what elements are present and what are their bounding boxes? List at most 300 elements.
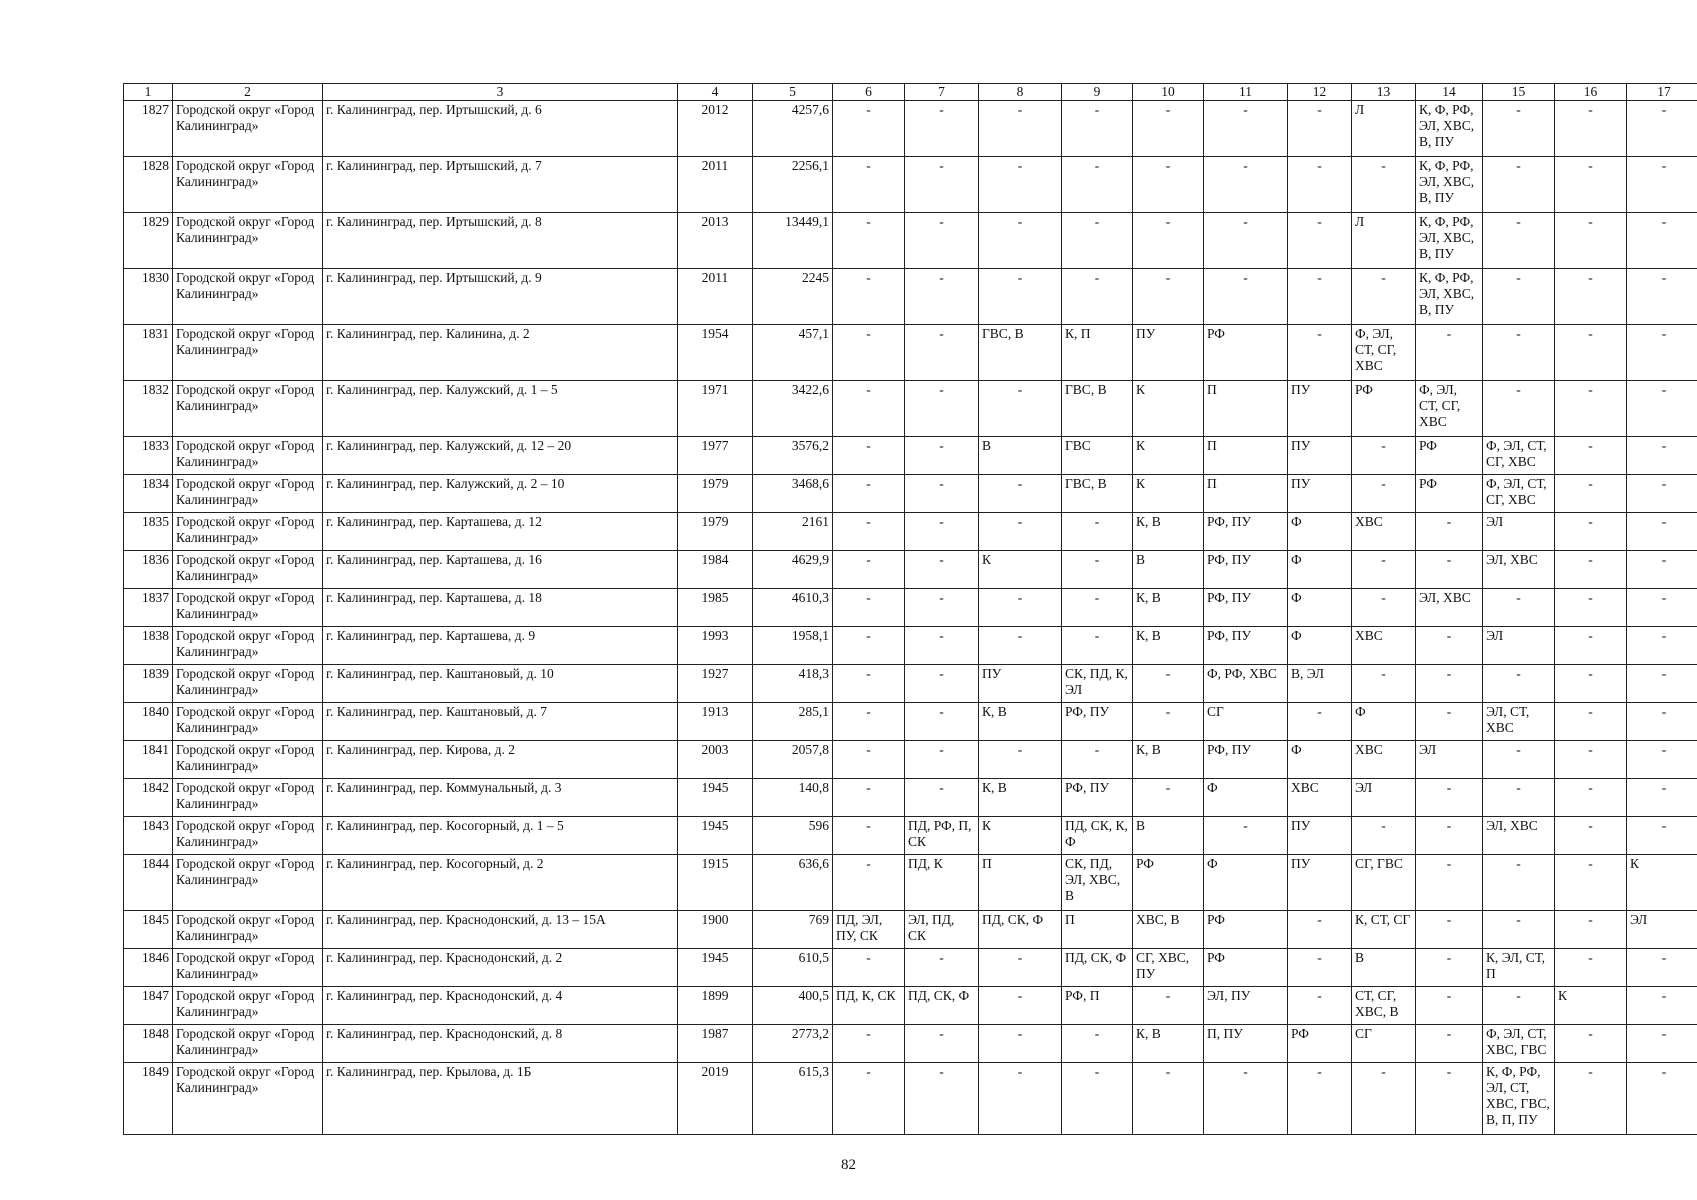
table-cell-col13: ХВС [1352,513,1416,551]
table-cell-col13: Л [1352,101,1416,157]
table-cell-col1: 1849 [124,1063,173,1135]
table-cell-col6: - [833,665,905,703]
table-cell-col14: - [1416,551,1483,589]
table-cell-col2: Городской округ «Город Калининград» [173,475,323,513]
table-cell-col17: - [1627,157,1697,213]
table-cell-col4: 1979 [678,513,753,551]
table-row [124,627,1697,665]
table-row [124,817,1697,855]
table-cell-col1: 1834 [124,475,173,513]
table-cell-col15: - [1483,855,1555,911]
table-cell-col3: г. Калининград, пер. Каштановый, д. 7 [323,703,678,741]
table-cell-col3: г. Калининград, пер. Карташева, д. 9 [323,627,678,665]
table-cell-col7: - [905,475,979,513]
table-cell-col14: ЭЛ [1416,741,1483,779]
table-cell-col17: - [1627,987,1697,1025]
table-cell-col15: Ф, ЭЛ, СТ, СГ, ХВС [1483,437,1555,475]
table-cell-col12: Ф [1288,551,1352,589]
table-cell-col7: - [905,589,979,627]
table-cell-col17: - [1627,779,1697,817]
table-cell-col11: РФ [1204,949,1288,987]
table-cell-col11: ЭЛ, ПУ [1204,987,1288,1025]
table-cell-col17: - [1627,325,1697,381]
table-cell-col10: - [1133,213,1204,269]
table-cell-col13: - [1352,475,1416,513]
table-cell-col4: 2011 [678,157,753,213]
table-cell-col9: - [1062,213,1133,269]
table-row [124,101,1697,157]
table-cell-col4: 2012 [678,101,753,157]
table-cell-col8: - [979,949,1062,987]
table-cell-col8: - [979,269,1062,325]
table-cell-col14: - [1416,855,1483,911]
table-cell-col11: Ф [1204,855,1288,911]
table-cell-col15: - [1483,381,1555,437]
table-cell-col11: - [1204,157,1288,213]
table-cell-col6: - [833,157,905,213]
table-cell-col11: РФ [1204,325,1288,381]
table-cell-col9: РФ, ПУ [1062,703,1133,741]
table-cell-col15: ЭЛ, ХВС [1483,551,1555,589]
table-cell-col14: РФ [1416,437,1483,475]
table-cell-col12: РФ [1288,1025,1352,1063]
table-cell-col7: - [905,1063,979,1135]
column-header-16: 16 [1555,84,1627,101]
table-cell-col2: Городской округ «Город Калининград» [173,741,323,779]
table-cell-col17: - [1627,101,1697,157]
column-header-15: 15 [1483,84,1555,101]
table-row [124,551,1697,589]
table-cell-col2: Городской округ «Город Калининград» [173,325,323,381]
table-cell-col13: - [1352,551,1416,589]
table-cell-col2: Городской округ «Город Калининград» [173,1063,323,1135]
table-cell-col6: ПД, К, СК [833,987,905,1025]
table-cell-col2: Городской округ «Город Калининград» [173,779,323,817]
table-cell-col10: К [1133,437,1204,475]
table-cell-col17: - [1627,949,1697,987]
table-cell-col8: ПУ [979,665,1062,703]
table-cell-col1: 1835 [124,513,173,551]
column-header-3: 3 [323,84,678,101]
table-cell-col10: - [1133,703,1204,741]
table-cell-col16: - [1555,157,1627,213]
table-cell-col5: 615,3 [753,1063,833,1135]
table-cell-col16: - [1555,779,1627,817]
table-cell-col2: Городской округ «Город Калининград» [173,949,323,987]
table-cell-col14: К, Ф, РФ, ЭЛ, ХВС, В, ПУ [1416,269,1483,325]
table-cell-col12: ПУ [1288,437,1352,475]
table-cell-col8: - [979,1025,1062,1063]
table-cell-col10: К, В [1133,741,1204,779]
table-row [124,325,1697,381]
table-cell-col9: СК, ПД, ЭЛ, ХВС, В [1062,855,1133,911]
table-cell-col2: Городской округ «Город Калининград» [173,589,323,627]
table-cell-col4: 1945 [678,949,753,987]
table-cell-col7: - [905,437,979,475]
table-cell-col15: - [1483,157,1555,213]
table-cell-col15: ЭЛ, ХВС [1483,817,1555,855]
table-cell-col5: 13449,1 [753,213,833,269]
table-cell-col5: 140,8 [753,779,833,817]
column-header-17: 17 [1627,84,1697,101]
table-cell-col14: К, Ф, РФ, ЭЛ, ХВС, В, ПУ [1416,101,1483,157]
table-cell-col2: Городской округ «Город Калининград» [173,437,323,475]
table-cell-col17: - [1627,213,1697,269]
table-cell-col7: - [905,101,979,157]
table-cell-col8: - [979,513,1062,551]
table-cell-col1: 1847 [124,987,173,1025]
table-cell-col14: ЭЛ, ХВС [1416,589,1483,627]
table-cell-col12: В, ЭЛ [1288,665,1352,703]
table-cell-col7: - [905,949,979,987]
table-cell-col11: РФ, ПУ [1204,589,1288,627]
table-cell-col3: г. Калининград, пер. Иртышский, д. 7 [323,157,678,213]
table-cell-col2: Городской округ «Город Калининград» [173,817,323,855]
table-cell-col10: - [1133,269,1204,325]
table-cell-col4: 1984 [678,551,753,589]
table-cell-col1: 1828 [124,157,173,213]
table-cell-col4: 1945 [678,779,753,817]
table-cell-col11: - [1204,101,1288,157]
table-cell-col15: - [1483,987,1555,1025]
table-cell-col12: - [1288,987,1352,1025]
table-row [124,157,1697,213]
table-cell-col10: - [1133,157,1204,213]
column-header-8: 8 [979,84,1062,101]
table-cell-col12: ПУ [1288,381,1352,437]
table-cell-col10: - [1133,1063,1204,1135]
table-row [124,779,1697,817]
table-cell-col7: - [905,627,979,665]
table-cell-col13: ХВС [1352,627,1416,665]
column-header-5: 5 [753,84,833,101]
table-cell-col11: РФ, ПУ [1204,741,1288,779]
table-cell-col2: Городской округ «Город Калининград» [173,627,323,665]
table-cell-col1: 1837 [124,589,173,627]
table-cell-col6: - [833,1063,905,1135]
table-cell-col6: - [833,101,905,157]
table-cell-col3: г. Калининград, пер. Косогорный, д. 2 [323,855,678,911]
table-cell-col17: - [1627,741,1697,779]
table-row [124,855,1697,911]
table-cell-col3: г. Калининград, пер. Краснодонский, д. 8 [323,1025,678,1063]
table-cell-col8: В [979,437,1062,475]
table-cell-col10: К, В [1133,627,1204,665]
table-row [124,475,1697,513]
table-cell-col8: - [979,101,1062,157]
table-cell-col14: - [1416,949,1483,987]
table-row [124,1063,1697,1135]
table-cell-col12: Ф [1288,741,1352,779]
table-cell-col16: - [1555,551,1627,589]
table-cell-col13: - [1352,589,1416,627]
table-cell-col15: - [1483,779,1555,817]
table-cell-col1: 1848 [124,1025,173,1063]
table-cell-col6: - [833,325,905,381]
table-cell-col14: - [1416,325,1483,381]
table-cell-col5: 3576,2 [753,437,833,475]
column-header-2: 2 [173,84,323,101]
table-cell-col2: Городской округ «Город Калининград» [173,855,323,911]
table-cell-col8: - [979,157,1062,213]
table-cell-col3: г. Калининград, пер. Косогорный, д. 1 – 5 [323,817,678,855]
table-cell-col2: Городской округ «Город Калининград» [173,381,323,437]
table-cell-col10: - [1133,987,1204,1025]
table-cell-col16: - [1555,949,1627,987]
table-cell-col1: 1827 [124,101,173,157]
table-cell-col2: Городской округ «Город Калининград» [173,665,323,703]
table-cell-col7: ПД, СК, Ф [905,987,979,1025]
table-cell-col15: - [1483,665,1555,703]
table-cell-col3: г. Калининград, пер. Краснодонский, д. 4 [323,987,678,1025]
table-cell-col5: 2161 [753,513,833,551]
table-cell-col8: ПД, СК, Ф [979,911,1062,949]
table-cell-col8: - [979,475,1062,513]
table-cell-col16: - [1555,741,1627,779]
table-cell-col4: 2013 [678,213,753,269]
table-cell-col4: 2003 [678,741,753,779]
table-cell-col4: 1915 [678,855,753,911]
table-cell-col16: - [1555,101,1627,157]
column-header-1: 1 [124,84,173,101]
table-cell-col17: - [1627,269,1697,325]
table-cell-col9: - [1062,157,1133,213]
table-cell-col14: - [1416,1025,1483,1063]
table-cell-col1: 1838 [124,627,173,665]
table-cell-col14: - [1416,817,1483,855]
column-header-12: 12 [1288,84,1352,101]
table-cell-col13: Ф [1352,703,1416,741]
table-cell-col1: 1841 [124,741,173,779]
page-number: 82 [841,1157,856,1173]
column-header-14: 14 [1416,84,1483,101]
table-cell-col12: - [1288,1063,1352,1135]
table-cell-col4: 1927 [678,665,753,703]
table-cell-col1: 1829 [124,213,173,269]
table-cell-col14: - [1416,779,1483,817]
column-header-4: 4 [678,84,753,101]
table-cell-col8: - [979,381,1062,437]
table-cell-col9: РФ, ПУ [1062,779,1133,817]
table-cell-col12: ХВС [1288,779,1352,817]
table-cell-col12: - [1288,157,1352,213]
table-cell-col15: Ф, ЭЛ, СТ, ХВС, ГВС [1483,1025,1555,1063]
table-cell-col15: Ф, ЭЛ, СТ, СГ, ХВС [1483,475,1555,513]
table-cell-col7: - [905,269,979,325]
table-cell-col11: П [1204,475,1288,513]
table-cell-col6: - [833,269,905,325]
table-cell-col15: - [1483,741,1555,779]
table-cell-col7: - [905,741,979,779]
table-cell-col4: 2011 [678,269,753,325]
table-cell-col9: - [1062,589,1133,627]
table-cell-col16: К [1555,987,1627,1025]
table-cell-col9: - [1062,513,1133,551]
table-cell-col13: Л [1352,213,1416,269]
table-cell-col12: - [1288,269,1352,325]
table-cell-col12: Ф [1288,627,1352,665]
table-cell-col2: Городской округ «Город Калининград» [173,157,323,213]
table-row [124,513,1697,551]
table-cell-col9: К, П [1062,325,1133,381]
table-cell-col2: Городской округ «Город Калининград» [173,551,323,589]
table-cell-col13: К, СТ, СГ [1352,911,1416,949]
table-cell-col8: К, В [979,703,1062,741]
table-cell-col11: РФ, ПУ [1204,627,1288,665]
table-cell-col13: - [1352,269,1416,325]
table-cell-col12: ПУ [1288,475,1352,513]
table-cell-col17: - [1627,551,1697,589]
table-cell-col11: П [1204,437,1288,475]
table-cell-col15: - [1483,101,1555,157]
table-cell-col2: Городской округ «Город Калининград» [173,213,323,269]
table-cell-col5: 285,1 [753,703,833,741]
table-row [124,437,1697,475]
table-cell-col15: - [1483,589,1555,627]
table-cell-col4: 1985 [678,589,753,627]
table-row [124,741,1697,779]
table-cell-col8: - [979,1063,1062,1135]
table-cell-col6: - [833,213,905,269]
table-cell-col10: ХВС, В [1133,911,1204,949]
table-cell-col12: - [1288,101,1352,157]
table-cell-col16: - [1555,437,1627,475]
table-cell-col12: ПУ [1288,855,1352,911]
table-cell-col13: СГ, ГВС [1352,855,1416,911]
table-cell-col4: 1899 [678,987,753,1025]
table-cell-col16: - [1555,817,1627,855]
table-cell-col10: - [1133,779,1204,817]
table-cell-col16: - [1555,627,1627,665]
table-cell-col17: - [1627,381,1697,437]
table-cell-col9: - [1062,551,1133,589]
table-cell-col12: - [1288,703,1352,741]
table-row [124,703,1697,741]
table-cell-col6: - [833,949,905,987]
table-cell-col11: Ф [1204,779,1288,817]
table-cell-col9: ГВС [1062,437,1133,475]
table-cell-col5: 418,3 [753,665,833,703]
table-cell-col6: - [833,589,905,627]
table-cell-col2: Городской округ «Город Калининград» [173,703,323,741]
table-cell-col3: г. Калининград, пер. Краснодонский, д. 2 [323,949,678,987]
table-cell-col17: К [1627,855,1697,911]
table-cell-col3: г. Калининград, пер. Калужский, д. 2 – 10 [323,475,678,513]
table-cell-col11: РФ, ПУ [1204,513,1288,551]
table-cell-col16: - [1555,589,1627,627]
table-cell-col6: ПД, ЭЛ, ПУ, СК [833,911,905,949]
table-cell-col16: - [1555,703,1627,741]
table-cell-col9: СК, ПД, К, ЭЛ [1062,665,1133,703]
table-cell-col1: 1832 [124,381,173,437]
table-cell-col5: 2057,8 [753,741,833,779]
table-cell-col6: - [833,381,905,437]
table-cell-col14: К, Ф, РФ, ЭЛ, ХВС, В, ПУ [1416,213,1483,269]
table-cell-col14: К, Ф, РФ, ЭЛ, ХВС, В, ПУ [1416,157,1483,213]
table-cell-col8: - [979,589,1062,627]
table-cell-col7: - [905,213,979,269]
table-cell-col9: - [1062,1025,1133,1063]
table-cell-col13: Ф, ЭЛ, СТ, СГ, ХВС [1352,325,1416,381]
table-cell-col7: - [905,665,979,703]
table-cell-col5: 4257,6 [753,101,833,157]
table-cell-col6: - [833,817,905,855]
table-cell-col1: 1836 [124,551,173,589]
table-cell-col5: 610,5 [753,949,833,987]
table-cell-col17: - [1627,475,1697,513]
table-cell-col16: - [1555,1025,1627,1063]
table-cell-col16: - [1555,475,1627,513]
table-cell-col3: г. Калининград, пер. Краснодонский, д. 13 – 15А [323,911,678,949]
table-cell-col2: Городской округ «Город Калининград» [173,513,323,551]
table-cell-col12: ПУ [1288,817,1352,855]
table-cell-col16: - [1555,1063,1627,1135]
table-cell-col1: 1839 [124,665,173,703]
table-cell-col17: - [1627,1063,1697,1135]
table-cell-col14: - [1416,703,1483,741]
table-row [124,987,1697,1025]
table-cell-col11: - [1204,269,1288,325]
table-cell-col10: СГ, ХВС, ПУ [1133,949,1204,987]
table-cell-col8: - [979,741,1062,779]
table-cell-col13: ХВС [1352,741,1416,779]
table-cell-col2: Городской округ «Город Калининград» [173,1025,323,1063]
table-cell-col17: - [1627,589,1697,627]
table-cell-col9: ПД, СК, Ф [1062,949,1133,987]
table-cell-col17: - [1627,665,1697,703]
table-cell-col17: - [1627,817,1697,855]
column-header-6: 6 [833,84,905,101]
table-cell-col3: г. Калининград, пер. Коммунальный, д. 3 [323,779,678,817]
column-header-9: 9 [1062,84,1133,101]
table-cell-col8: К [979,551,1062,589]
table-cell-col7: - [905,551,979,589]
table-cell-col4: 1977 [678,437,753,475]
table-cell-col11: - [1204,1063,1288,1135]
table-cell-col9: ГВС, В [1062,475,1133,513]
table-row [124,269,1697,325]
table-cell-col8: - [979,987,1062,1025]
table-cell-col6: - [833,779,905,817]
table-cell-col12: Ф [1288,513,1352,551]
table-cell-col14: Ф, ЭЛ, СТ, СГ, ХВС [1416,381,1483,437]
table-cell-col8: К [979,817,1062,855]
table-cell-col12: - [1288,213,1352,269]
table-cell-col1: 1843 [124,817,173,855]
table-cell-col6: - [833,475,905,513]
table-row [124,949,1697,987]
table-cell-col17: - [1627,437,1697,475]
table-cell-col11: П, ПУ [1204,1025,1288,1063]
table-cell-col17: - [1627,627,1697,665]
table-cell-col3: г. Калининград, пер. Калинина, д. 2 [323,325,678,381]
table-cell-col16: - [1555,213,1627,269]
table-cell-col1: 1833 [124,437,173,475]
table-cell-col16: - [1555,855,1627,911]
table-cell-col11: СГ [1204,703,1288,741]
table-cell-col12: - [1288,911,1352,949]
table-cell-col5: 457,1 [753,325,833,381]
column-header-11: 11 [1204,84,1288,101]
table-row [124,911,1697,949]
table-cell-col1: 1830 [124,269,173,325]
table-row [124,1025,1697,1063]
table-cell-col4: 1993 [678,627,753,665]
table-cell-col3: г. Калининград, пер. Иртышский, д. 6 [323,101,678,157]
table-cell-col11: - [1204,817,1288,855]
table-cell-col6: - [833,703,905,741]
table-cell-col8: - [979,627,1062,665]
